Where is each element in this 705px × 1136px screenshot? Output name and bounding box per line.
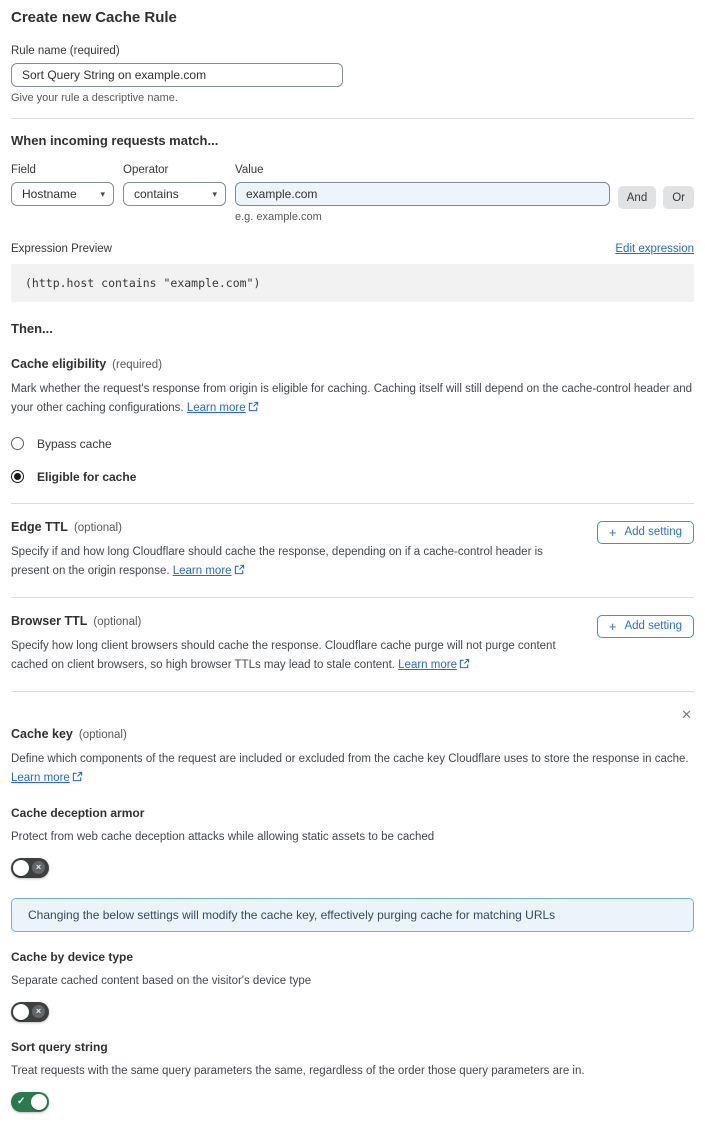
value-label: Value: [235, 164, 264, 176]
edge-ttl-add-setting-button[interactable]: + Add setting: [597, 521, 694, 544]
rule-name-label: Rule name (required): [11, 45, 120, 57]
value-hint: e.g. example.com: [235, 211, 322, 223]
toggle-knob: [13, 1004, 29, 1020]
field-select[interactable]: [11, 182, 114, 206]
browser-ttl-qualifier: (optional): [93, 615, 142, 628]
page-title: Create new Cache Rule: [11, 9, 177, 26]
chevron-down-icon: ▾: [100, 188, 105, 199]
radio-eligible-for-cache[interactable]: Eligible for cache: [11, 465, 694, 489]
field-label: Field: [11, 164, 36, 176]
cache-by-device-type-toggle[interactable]: [11, 1002, 49, 1022]
browser-ttl-section: [11, 612, 694, 677]
cache-by-device-type-setting: [11, 950, 694, 1022]
divider: [11, 691, 694, 692]
x-icon: ×: [32, 861, 45, 874]
cache-eligibility-options: [11, 432, 694, 489]
cache-by-device-type-description: Separate cached content based on the visitor's device type: [11, 974, 312, 987]
x-icon: ×: [32, 1005, 45, 1018]
expression-preview-code: (http.host contains "example.com"): [11, 264, 694, 302]
cache-key-section: [11, 706, 694, 1112]
cache-by-device-type-title: Cache by device type: [11, 949, 134, 964]
sort-query-string-toggle[interactable]: [11, 1092, 49, 1112]
sort-query-string-description: Treat requests with the same query parameters the same, regardless of the order those query parameters are in.: [11, 1064, 585, 1077]
match-section: [11, 133, 694, 302]
divider: [11, 118, 694, 119]
cache-key-qualifier: (optional): [78, 728, 127, 741]
cache-eligibility-description: Mark whether the request's response from origin is eligible for caching. Caching itself will still depend on the cache-control header and your other caching configurations. Learn more: [11, 383, 693, 414]
divider: [11, 503, 694, 504]
cache-deception-armor-setting: [11, 806, 694, 878]
then-heading: Then...: [11, 321, 53, 336]
cache-key-learn-more-link[interactable]: Learn more: [11, 771, 70, 784]
cache-deception-armor-toggle[interactable]: [11, 858, 49, 878]
close-icon[interactable]: ✕: [681, 706, 692, 722]
or-button[interactable]: Or: [663, 186, 694, 209]
cache-key-warning-banner: Changing the below settings will modify the cache key, effectively purging cache for matching URLs: [11, 898, 694, 932]
match-condition-row: [11, 164, 694, 223]
cache-key-title: Cache key: [11, 726, 73, 741]
browser-ttl-learn-more-link[interactable]: Learn more: [398, 658, 457, 671]
cache-eligibility-title: Cache eligibility: [11, 357, 107, 371]
sort-query-string-title: Sort query string: [11, 1039, 108, 1054]
edge-ttl-qualifier: (optional): [73, 521, 122, 534]
sort-query-string-setting: [11, 1040, 694, 1112]
radio-icon: [11, 470, 24, 483]
cache-deception-armor-title: Cache deception armor: [11, 805, 145, 820]
external-link-icon: [248, 401, 259, 412]
cache-eligibility-learn-more-link[interactable]: Learn more: [186, 401, 246, 414]
edge-ttl-section: [11, 518, 694, 583]
rule-name-hint: Give your rule a descriptive name.: [11, 92, 178, 104]
plus-icon: +: [608, 524, 617, 540]
toggle-knob: [13, 860, 29, 876]
radio-bypass-cache[interactable]: Bypass cache: [11, 432, 694, 456]
operator-select-value: contains: [134, 187, 179, 201]
radio-icon: [11, 437, 24, 450]
browser-ttl-title: Browser TTL: [11, 613, 88, 628]
operator-select[interactable]: [123, 182, 226, 206]
operator-label: Operator: [123, 164, 169, 176]
cache-eligibility-section: [11, 357, 694, 489]
expression-preview-label: Expression Preview: [11, 243, 112, 255]
external-link-icon: [72, 771, 83, 782]
rule-name-input[interactable]: [11, 63, 343, 87]
browser-ttl-add-setting-button[interactable]: + Add setting: [597, 615, 694, 638]
edit-expression-link[interactable]: Edit expression: [615, 243, 694, 255]
edge-ttl-learn-more-link[interactable]: Learn more: [172, 564, 232, 577]
match-heading: When incoming requests match...: [11, 133, 219, 148]
toggle-knob: [31, 1094, 47, 1110]
plus-icon: +: [608, 618, 617, 634]
field-select-value: Hostname: [22, 187, 77, 201]
chevron-down-icon: ▾: [212, 188, 217, 199]
value-input[interactable]: [235, 182, 610, 206]
divider: [11, 597, 694, 598]
browser-ttl-description: Specify how long client browsers should cache the response. Cloudflare cache purge will not purge content cached on client browsers, so high browser TTLs may lead to stale content. Learn more: [11, 639, 556, 671]
and-button[interactable]: And: [618, 186, 656, 209]
external-link-icon: [234, 564, 245, 575]
cache-key-description: Define which components of the request are included or excluded from the cache key Cloudflare uses to store the response in cache. Learn more: [11, 752, 689, 784]
cache-eligibility-qualifier: (required): [112, 359, 163, 371]
edge-ttl-description: Specify if and how long Cloudflare should cache the response, depending on if a cache-control header is present on the origin response. Learn more: [11, 545, 543, 577]
edge-ttl-title: Edge TTL: [11, 519, 68, 534]
external-link-icon: [459, 658, 470, 669]
check-icon: ✓: [17, 1095, 26, 1107]
cache-deception-armor-description: Protect from web cache deception attacks while allowing static assets to be cached: [11, 830, 435, 843]
